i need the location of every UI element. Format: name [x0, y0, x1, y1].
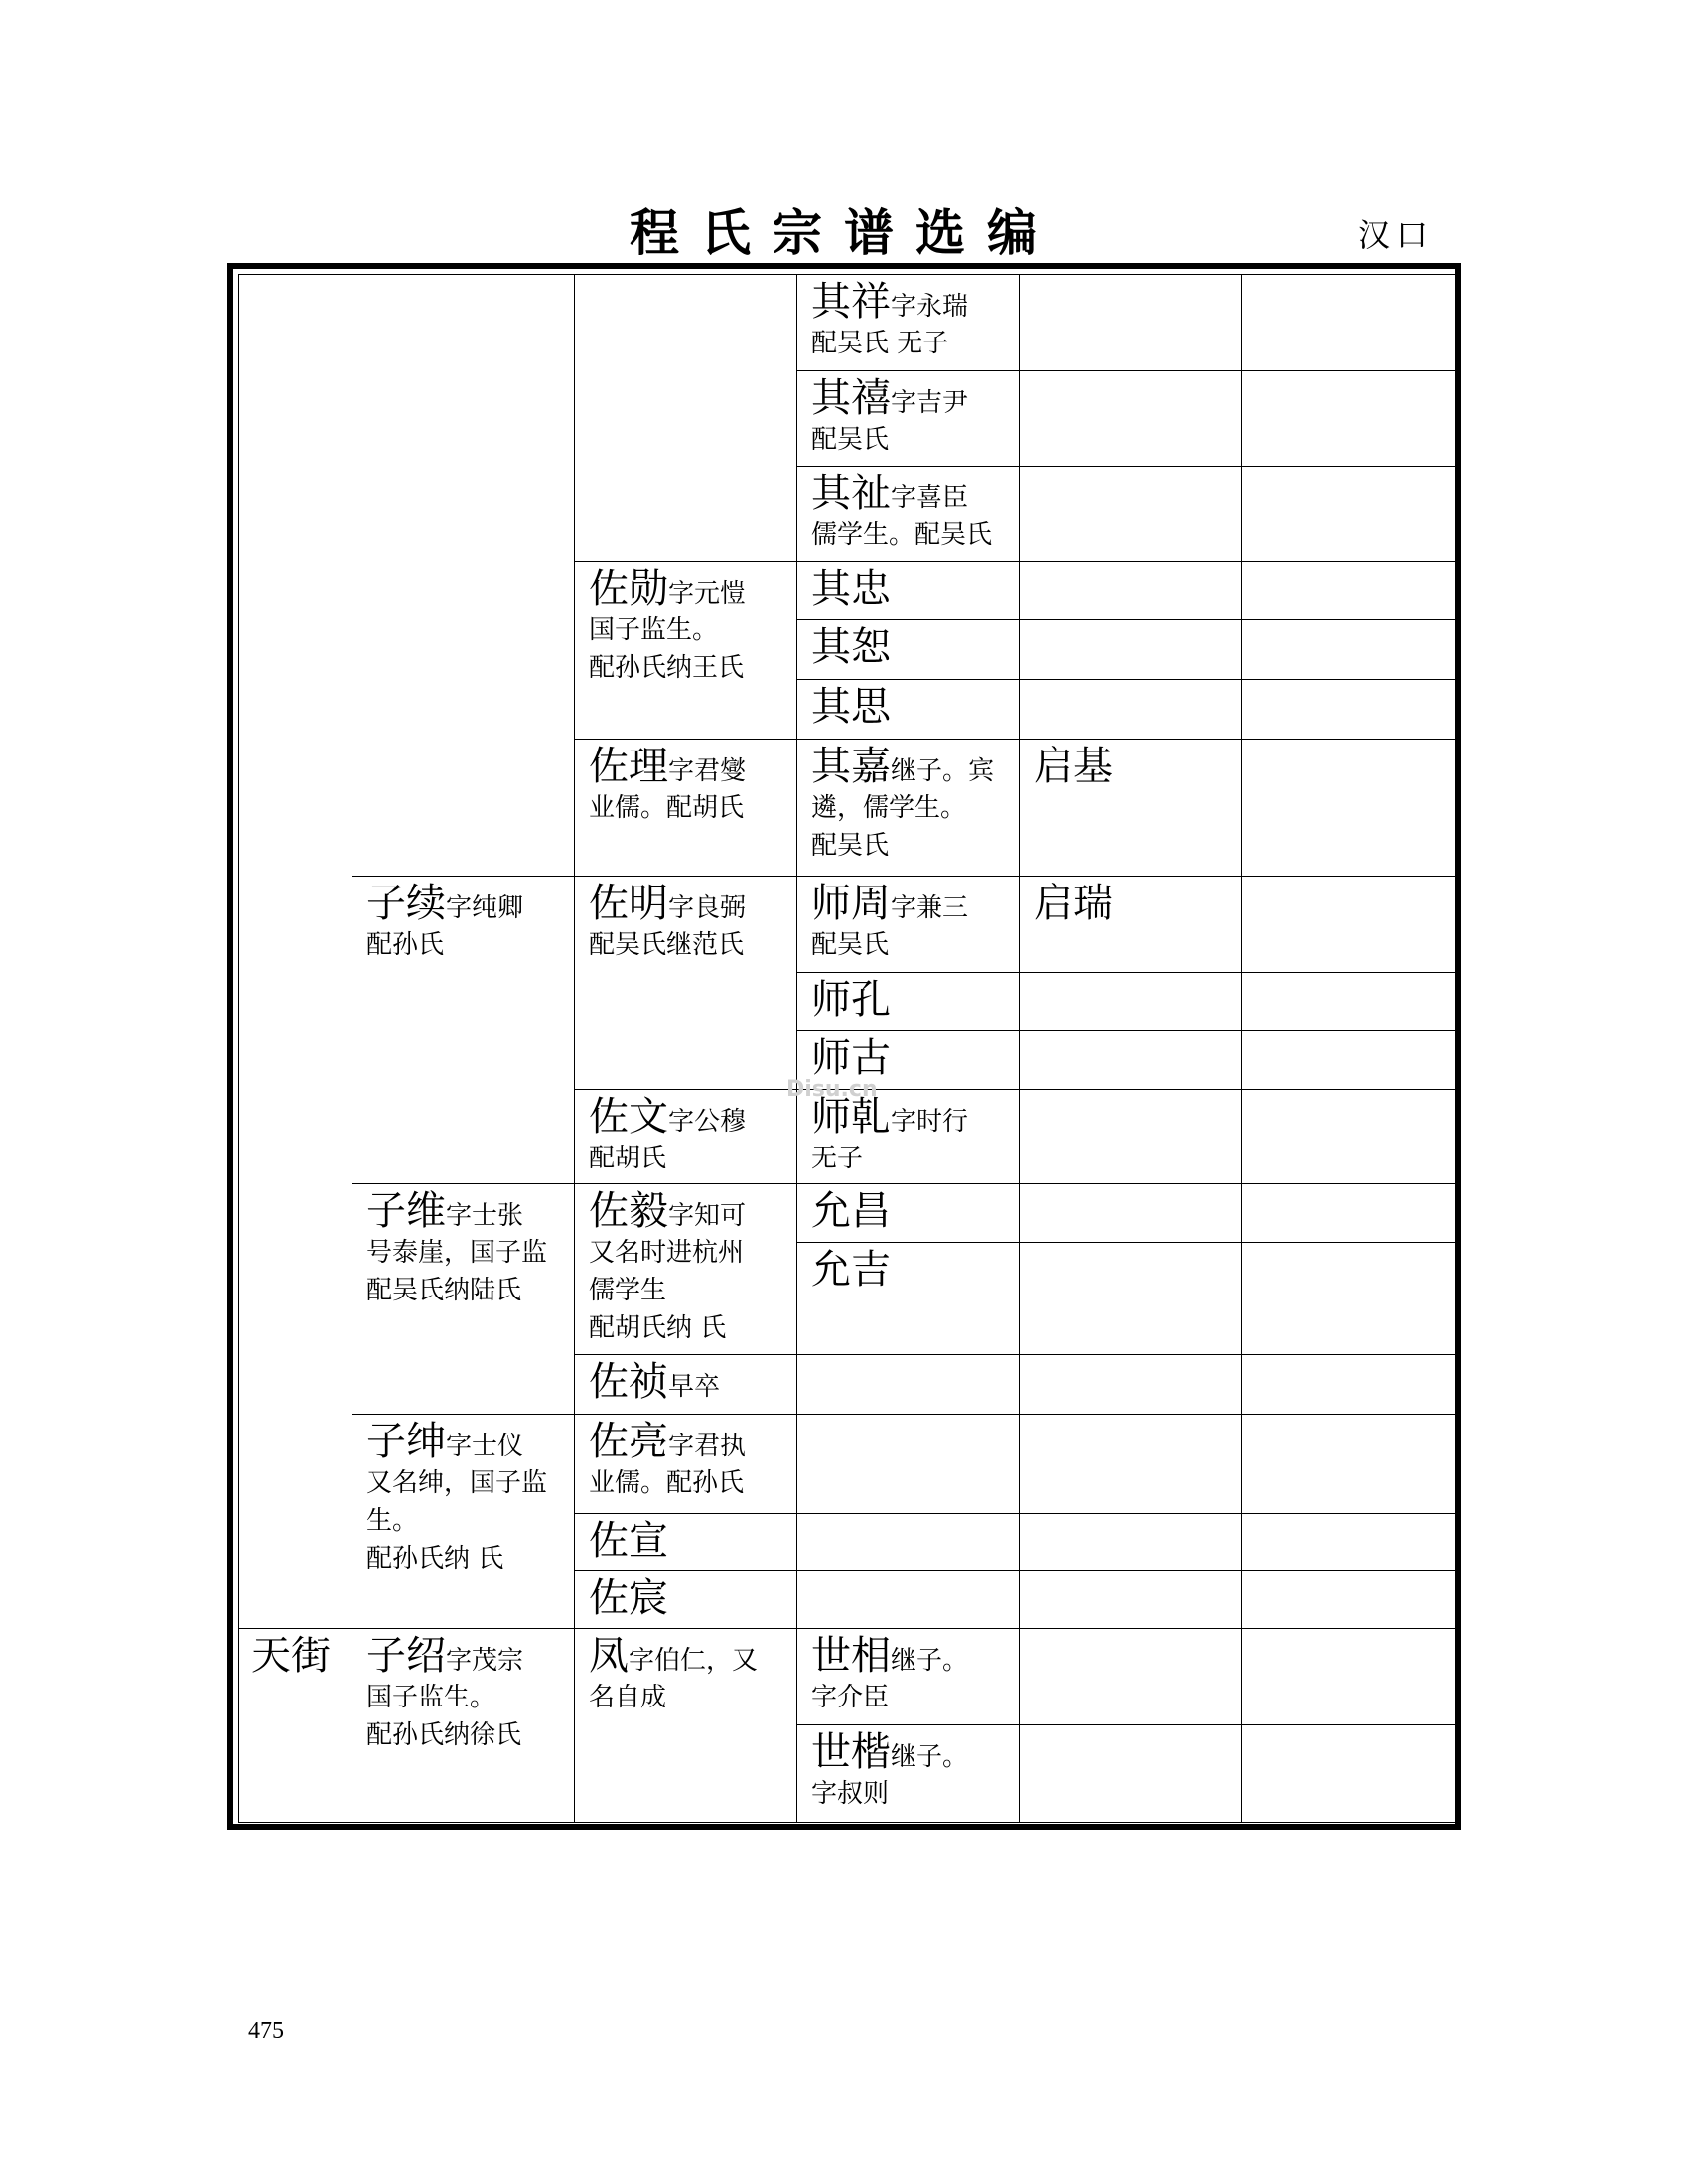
note: 儒学生 [589, 1276, 667, 1305]
cell-col6 [1241, 876, 1456, 973]
cell-col5 [1019, 619, 1242, 680]
name: 子绅 [366, 1419, 446, 1464]
name: 佐宣 [589, 1518, 668, 1564]
style-name: 字永瑞 [891, 292, 969, 322]
cell-col6 [1241, 1570, 1456, 1629]
style-name: 字知可 [668, 1201, 747, 1231]
cell-col5 [1019, 1628, 1242, 1725]
name: 佐理 [589, 744, 668, 789]
entry-shiqian [796, 1089, 1020, 1184]
note: 国子监生。 [589, 615, 719, 645]
style-name: 字士仪 [446, 1432, 524, 1461]
entry-feng [574, 1628, 797, 1823]
cell-col5 [1019, 466, 1242, 562]
note: 号泰崖，国子监 [366, 1238, 548, 1268]
name: 世相 [811, 1633, 891, 1679]
style-name: 字君燮 [668, 756, 747, 786]
entry-qirui [1019, 876, 1242, 973]
entry-qisi [796, 679, 1020, 740]
style-name: 继子。宾 [891, 756, 995, 786]
cell-col6 [1241, 561, 1456, 620]
name: 师周 [811, 881, 891, 926]
name: 师乹 [811, 1094, 891, 1140]
cell-col5 [1019, 972, 1242, 1031]
style-name: 字茂宗 [446, 1646, 524, 1676]
entry-zuoliang [574, 1414, 797, 1514]
region-label: 汉口 [1358, 216, 1435, 254]
watermark: Disu.cn [786, 1077, 878, 1102]
style-name: 字元愷 [668, 579, 747, 609]
cell-col6 [1241, 739, 1456, 877]
style-name: 字士张 [446, 1201, 524, 1231]
entry-zuozhen [574, 1354, 797, 1415]
page-number: 475 [248, 2018, 284, 2044]
note: 业儒。配孙氏 [589, 1468, 745, 1498]
name: 佐明 [589, 881, 668, 926]
name: 允吉 [811, 1247, 891, 1293]
style-name: 字时行 [891, 1107, 969, 1137]
cell-col6 [1241, 1030, 1456, 1090]
style-name: 字吉尹 [891, 388, 969, 418]
style-name: 字伯仁，又 [629, 1646, 759, 1676]
entry-qizhong [796, 561, 1020, 620]
style-name: 继子。 [891, 1646, 969, 1676]
cell-col4-empty [796, 1354, 1020, 1415]
note: 配吴氏 [811, 831, 890, 861]
name: 子绍 [366, 1633, 446, 1679]
name: 天街 [251, 1633, 331, 1679]
cell-col6 [1241, 1183, 1456, 1243]
cell-col6 [1241, 619, 1456, 680]
name: 佐勋 [589, 566, 668, 612]
genealogy-table [227, 263, 1461, 1830]
note: 配吴氏 [811, 930, 890, 960]
name: 佐亮 [589, 1419, 668, 1464]
cell-col5 [1019, 1242, 1242, 1355]
name: 其恕 [811, 624, 891, 670]
name: 世楷 [811, 1729, 891, 1775]
note: 配吴氏 无子 [811, 329, 949, 358]
cell-col5 [1019, 1414, 1242, 1514]
name: 师古 [811, 1035, 891, 1081]
cell-col5 [1019, 274, 1242, 371]
name: 凤 [589, 1633, 629, 1679]
entry-shizhou [796, 876, 1020, 973]
style-name: 字良弼 [668, 893, 747, 923]
note: 配孙氏纳徐氏 [366, 1720, 522, 1750]
entry-yunji [796, 1242, 1020, 1355]
cell-col5 [1019, 1089, 1242, 1184]
cell-col6 [1241, 370, 1456, 467]
entry-zuoli [574, 739, 797, 877]
cell-col2-top [352, 274, 575, 877]
note: 生。 [366, 1506, 419, 1536]
cell-col6 [1241, 972, 1456, 1031]
note: 配孙氏纳王氏 [589, 653, 745, 683]
page-title: 程氏宗谱选编 [630, 204, 1058, 262]
note: 配孙氏 [366, 930, 445, 960]
style-name: 字喜臣 [891, 483, 969, 513]
cell-col5 [1019, 370, 1242, 467]
style-name: 字君执 [668, 1432, 747, 1461]
name: 其嘉 [811, 744, 891, 789]
name: 佐毅 [589, 1188, 668, 1234]
note: 配胡氏纳 氏 [589, 1313, 727, 1343]
entry-qijia [796, 739, 1020, 877]
cell-col6 [1241, 1242, 1456, 1355]
entry-qiji [1019, 739, 1242, 877]
entry-zuoxuan [574, 1513, 797, 1571]
note: 遴，儒学生。 [811, 793, 967, 823]
entry-ziwei [352, 1183, 575, 1415]
name: 子维 [366, 1188, 446, 1234]
note: 配胡氏 [589, 1144, 667, 1173]
note: 又名时进杭州 [589, 1238, 745, 1268]
cell-col3-top [574, 274, 797, 562]
entry-qixi [796, 370, 1020, 467]
note: 配吴氏 [811, 425, 890, 455]
name: 其禧 [811, 375, 891, 421]
style-name: 字兼三 [891, 893, 969, 923]
note: 儒学生。配吴氏 [811, 520, 993, 550]
note: 又名绅，国子监 [366, 1468, 548, 1498]
entry-zuowen [574, 1089, 797, 1184]
style-name: 字公穆 [668, 1107, 747, 1137]
entry-qixiang [796, 274, 1020, 371]
cell-col6 [1241, 1628, 1456, 1725]
entry-zishao [352, 1628, 575, 1823]
cell-col6 [1241, 274, 1456, 371]
name: 佐祯 [589, 1359, 668, 1405]
cell-col6 [1241, 1089, 1456, 1184]
name: 其思 [811, 684, 891, 730]
note: 名自成 [589, 1683, 667, 1712]
cell-col5 [1019, 679, 1242, 740]
cell-col5 [1019, 1570, 1242, 1629]
note: 字介臣 [811, 1683, 890, 1712]
cell-col6 [1241, 466, 1456, 562]
entry-qizhi [796, 466, 1020, 562]
cell-col6 [1241, 1513, 1456, 1571]
cell-col5 [1019, 561, 1242, 620]
note: 业儒。配胡氏 [589, 793, 745, 823]
cell-col6 [1241, 1724, 1456, 1823]
note: 国子监生。 [366, 1683, 496, 1712]
style-name: 早卒 [668, 1372, 721, 1402]
note: 配吴氏纳陆氏 [366, 1276, 522, 1305]
cell-col6 [1241, 1354, 1456, 1415]
name: 其祥 [811, 279, 891, 325]
entry-shikai [796, 1724, 1020, 1823]
entry-shixiang [796, 1628, 1020, 1725]
cell-col5 [1019, 1030, 1242, 1090]
entry-zuoyi [574, 1183, 797, 1355]
entry-yunchang [796, 1183, 1020, 1243]
name: 佐文 [589, 1094, 668, 1140]
entry-zuoxun [574, 561, 797, 740]
name: 启瑞 [1034, 881, 1113, 926]
entry-zuochen [574, 1570, 797, 1629]
cell-col6 [1241, 1414, 1456, 1514]
name: 其忠 [811, 566, 891, 612]
cell-col5 [1019, 1183, 1242, 1243]
note: 配孙氏纳 氏 [366, 1544, 504, 1573]
entry-zixu [352, 876, 575, 1184]
cell-col4-empty [796, 1414, 1020, 1514]
name: 允昌 [811, 1188, 891, 1234]
name: 佐宸 [589, 1575, 668, 1621]
cell-col5 [1019, 1354, 1242, 1415]
cell-col4-empty [796, 1513, 1020, 1571]
style-name: 字纯卿 [446, 893, 524, 923]
entry-zuoming [574, 876, 797, 1090]
entry-zishen [352, 1414, 575, 1629]
note: 字叔则 [811, 1779, 890, 1809]
note: 无子 [811, 1144, 864, 1173]
entry-qishu [796, 619, 1020, 680]
name: 师孔 [811, 977, 891, 1023]
name: 其祉 [811, 471, 891, 516]
name: 启基 [1034, 744, 1113, 789]
name: 子续 [366, 881, 446, 926]
note: 配吴氏继范氏 [589, 930, 745, 960]
cell-col5 [1019, 1724, 1242, 1823]
cell-col5 [1019, 1513, 1242, 1571]
entry-tianjie [238, 1628, 352, 1823]
style-name: 继子。 [891, 1742, 969, 1772]
cell-col1-top [238, 274, 352, 1629]
cell-col6 [1241, 679, 1456, 740]
entry-shikong [796, 972, 1020, 1031]
cell-col4-empty [796, 1570, 1020, 1629]
